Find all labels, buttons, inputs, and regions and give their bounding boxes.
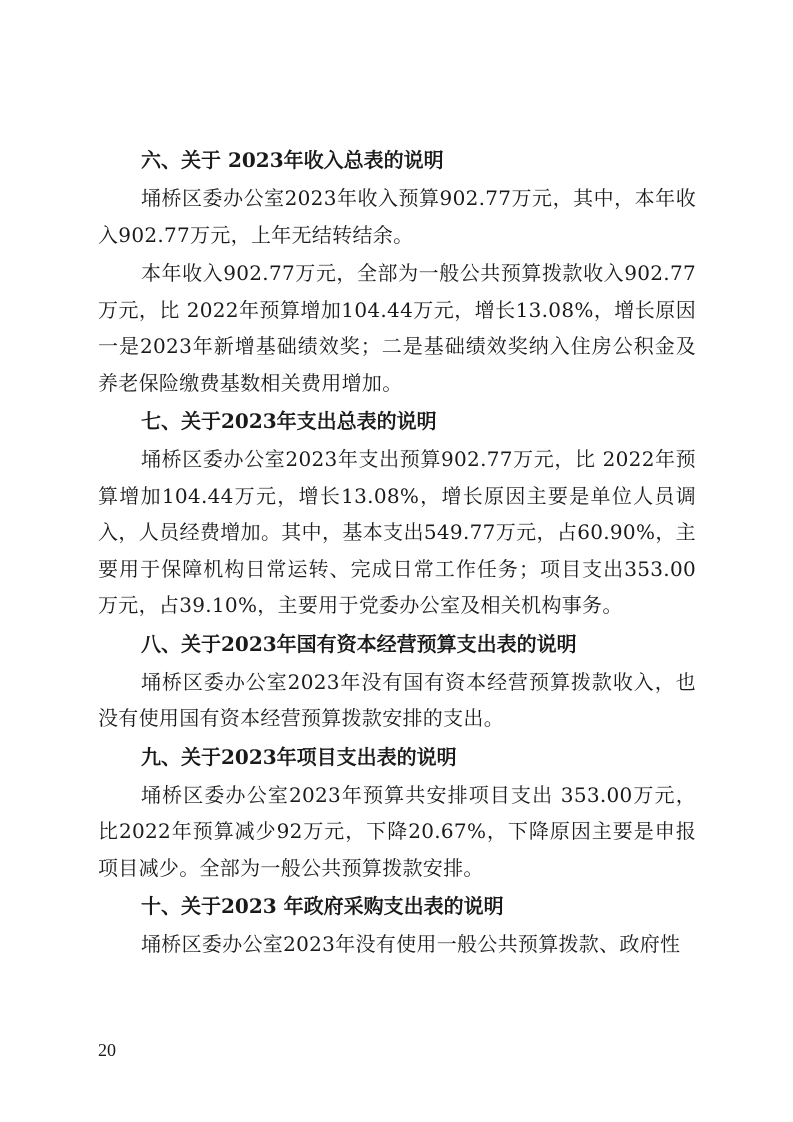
section-10-paragraph-1: 埇桥区委办公室2023年没有使用一般公共预算拨款、政府性 [141,932,681,956]
section-6-paragraph-1: 埇桥区委办公室2023年收入预算902.77万元，其中，本年收入902.77万元，上年无结转结余。 [98,186,696,247]
section-heading-6: 六、关于 2023年收入总表的说明 [141,148,444,172]
section-heading-7: 七、关于2023年支出总表的说明 [141,409,437,433]
page-number: 20 [98,1040,116,1060]
section-heading-10: 十、关于2023 年政府采购支出表的说明 [141,894,504,918]
page-content [98,142,696,965]
section-7-paragraph-1: 埇桥区委办公室2023年支出预算902.77万元，比 2022年预算增加104.44万元，增长13.08%，增长原因主要是单位人员调入，人员经费增加。其中，基本支出549.77万元，占60.90%，主要用于保障机构日常运转、完成日常工作任务；项目支出353.00万元，占39.10%，主要用于党委办公室及相关机构事务。 [98,447,696,617]
section-6-paragraph-2: 本年收入902.77万元，全部为一般公共预算拨款收入902.77万元，比 2022年预算增加104.44万元，增长13.08%，增长原因一是2023年新增基础绩效奖；二是基础绩效奖纳入住房公积金及养老保险缴费基数相关费用增加。 [98,261,696,395]
section-9-paragraph-1: 埇桥区委办公室2023年预算共安排项目支出 353.00万元，比2022年预算减少92万元，下降20.67%，下降原因主要是申报项目减少。全部为一般公共预算拨款安排。 [98,782,696,880]
section-8-paragraph-1: 埇桥区委办公室2023年没有国有资本经营预算拨款收入，也没有使用国有资本经营预算拨款安排的支出。 [98,669,696,730]
section-heading-8: 八、关于2023年国有资本经营预算支出表的说明 [141,631,577,656]
section-heading-9: 九、关于2023年项目支出表的说明 [141,744,457,769]
